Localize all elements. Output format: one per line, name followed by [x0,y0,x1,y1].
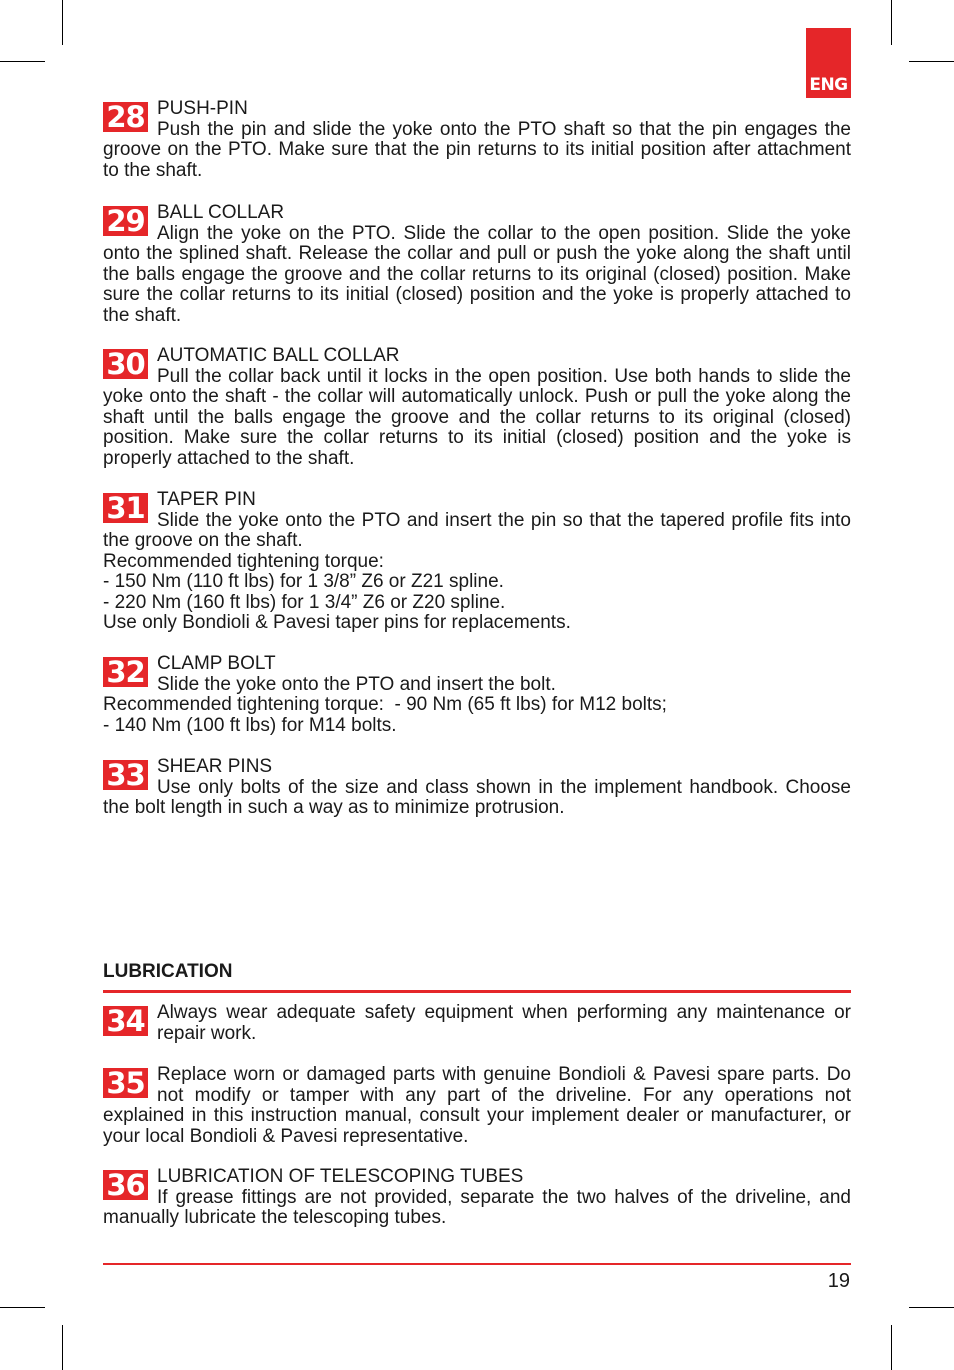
language-tab [806,28,851,98]
section-34 [103,1003,851,1044]
crop-mark [62,0,63,45]
heading-rule [103,990,851,993]
section-title: CLAMP BOLT [157,653,276,674]
section-text: Slide the yoke onto the PTO and insert the pin so that the tapered profile fits into the groove on the shaft. [103,509,851,551]
crop-mark [0,1307,45,1308]
crop-mark [891,0,892,45]
section-text-line: - 150 Nm (110 ft lbs) for 1 3/8” Z6 or Z21 spline. [103,571,504,592]
step-number-badge: 34 [103,1006,148,1036]
section-33 [103,757,851,819]
section-text: Align the yoke on the PTO. Slide the collar to the open position. Slide the yoke onto the splined shaft. Release the collar and pull or push the yoke along the shaft until the balls engage the groove and the collar returns to its original (closed) position. Make sure the collar returns to its initial (closed) position and the yoke is properly attached to the shaft. [103,222,851,326]
page-number: 19 [827,1270,850,1292]
step-number-badge: 31 [103,493,148,523]
section-text: Replace worn or damaged parts with genuine Bondioli & Pavesi spare parts. Do not modify or tamper with any part of the driveline. For any operations not explained in this instruction manual, consult your implement dealer or manufacturer, or your local Bondioli & Pavesi representative. [103,1064,851,1147]
section-text-line: Recommended tightening torque: - 90 Nm (65 ft lbs) for M12 bolts; [103,694,667,715]
crop-mark [0,61,45,62]
section-28 [103,99,851,181]
lubrication-heading: LUBRICATION [103,961,233,982]
section-title: SHEAR PINS [157,756,273,777]
section-29 [103,203,851,326]
section-title: TAPER PIN [157,489,256,510]
section-32 [103,654,851,736]
section-title: PUSH-PIN [157,98,248,119]
step-number-badge: 36 [103,1170,148,1200]
crop-mark [62,1325,63,1370]
footer-rule [103,1263,851,1265]
step-number-badge: 33 [103,760,148,790]
section-title: AUTOMATIC BALL COLLAR [157,345,400,366]
section-text: Push the pin and slide the yoke onto the PTO shaft so that the pin engages the groove on the PTO. Make sure that the pin returns to its initial position after attachment to the shaft. [103,118,851,181]
step-number-badge: 28 [103,102,148,132]
language-tab-label: ENG [809,75,848,95]
section-title: LUBRICATION OF TELESCOPING TUBES [157,1166,524,1187]
section-text: Use only bolts of the size and class shown in the implement handbook. Choose the bolt length in such a way as to minimize protrusion. [103,776,851,818]
section-text: Always wear adequate safety equipment when performing any maintenance or repair work. [157,1002,851,1044]
section-30 [103,346,851,469]
step-number-badge: 29 [103,206,148,236]
section-text-line: - 220 Nm (160 ft lbs) for 1 3/4” Z6 or Z20 spline. [103,591,506,613]
section-text-line: - 140 Nm (100 ft lbs) for M14 bolts. [103,714,397,736]
crop-mark [909,61,954,62]
section-text: Pull the collar back until it locks in the open position. Use both hands to slide the yoke onto the shaft - the collar will automatically unlock. Push or pull the yoke along the shaft until the balls engage the groove and the collar returns to its original (closed) position. Make sure the collar returns to its initial (closed) position and the yoke is properly attached to the shaft. [103,365,851,469]
step-number-badge: 30 [103,349,148,379]
crop-mark [909,1307,954,1308]
step-number-badge: 32 [103,657,148,687]
section-35 [103,1065,851,1147]
section-31 [103,490,851,634]
section-text: If grease fittings are not provided, separate the two halves of the driveline, and manually lubricate the telescoping tubes. [103,1186,851,1228]
step-number-badge: 35 [103,1068,148,1098]
crop-mark [891,1325,892,1370]
section-text-line: Slide the yoke onto the PTO and insert the bolt. [157,673,556,695]
section-36 [103,1167,851,1229]
section-text-line: Use only Bondioli & Pavesi taper pins for replacements. [103,612,571,633]
section-text-line: Recommended tightening torque: [103,550,384,572]
section-title: BALL COLLAR [157,202,285,223]
